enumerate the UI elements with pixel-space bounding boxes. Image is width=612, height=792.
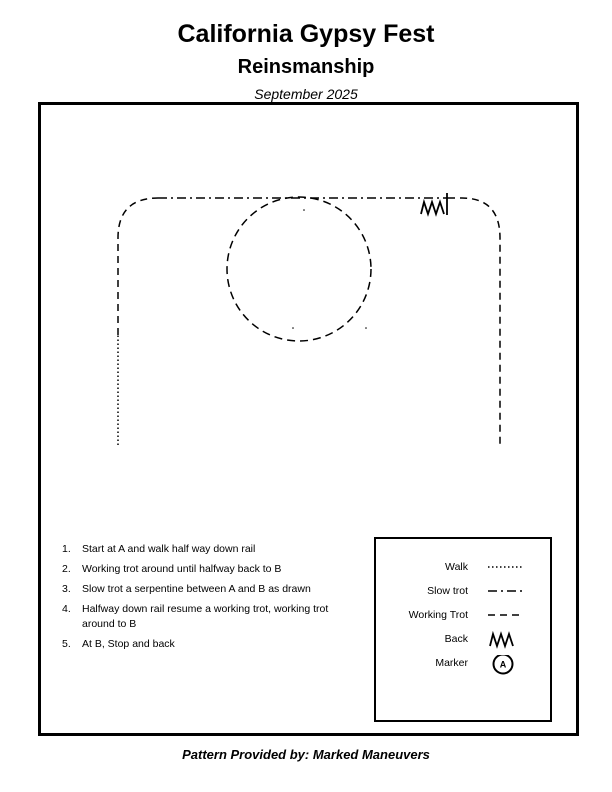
legend-walk (376, 559, 550, 579)
marker-circle-icon (486, 655, 526, 681)
legend-slow-trot-label: Slow trot (427, 585, 468, 597)
legend-back-label: Back (444, 633, 468, 645)
pattern-date: September 2025 (254, 86, 358, 102)
instruction-item: 2. Working trot around until halfway back to B (62, 563, 282, 575)
instruction-item: 4. Halfway down rail resume a working trot, working trot around to B (62, 603, 329, 630)
marker-dot (365, 327, 367, 329)
legend-marker-label: Marker (435, 657, 468, 669)
back-zigzag-icon (486, 631, 526, 651)
walk-line-icon (486, 559, 526, 579)
pattern-title: California Gypsy Fest (177, 20, 435, 48)
instruction-item: 3. Slow trot a serpentine between A and B as drawn (62, 583, 311, 595)
working-trot-path (118, 198, 500, 445)
legend-working-trot-label: Working Trot (408, 609, 468, 621)
legend-slow-trot (376, 583, 550, 603)
serpentine-circle (227, 197, 371, 341)
footer-credit: Pattern Provided by: Marked Maneuvers (182, 747, 430, 762)
instruction-item: 5. At B, Stop and back (62, 638, 175, 650)
marker-dot (292, 327, 294, 329)
instruction-item: 1. Start at A and walk half way down rail (62, 543, 256, 555)
class-name: Reinsmanship (237, 56, 375, 78)
legend-marker (376, 655, 550, 681)
legend-walk-label: Walk (445, 561, 468, 573)
instructions-list (62, 542, 362, 657)
legend-box (374, 537, 552, 722)
marker-dot (303, 209, 305, 211)
working-trot-line-icon (486, 607, 526, 627)
legend-back (376, 631, 550, 651)
back-zigzag (421, 202, 444, 214)
legend-working-trot (376, 607, 550, 627)
marker-letter: A (499, 659, 507, 670)
slow-trot-line-icon (486, 583, 526, 603)
